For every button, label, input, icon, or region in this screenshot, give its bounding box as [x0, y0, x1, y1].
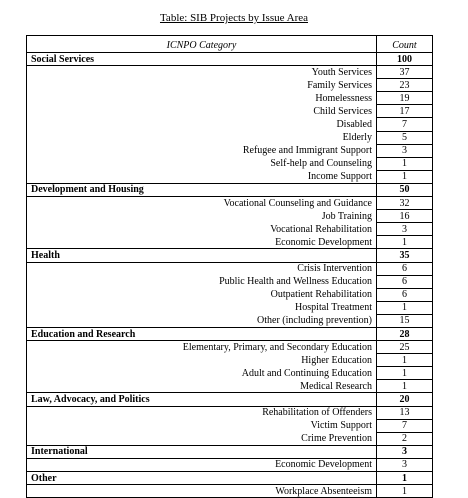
group-name: Social Services — [27, 53, 377, 66]
group-name: International — [27, 445, 377, 458]
item-count: 6 — [377, 288, 433, 301]
item-name: Outpatient Rehabilitation — [27, 288, 377, 301]
item-name: Job Training — [27, 210, 377, 223]
group-row — [27, 249, 433, 262]
group-count: 50 — [377, 183, 433, 196]
item-name: Economic Development — [27, 236, 377, 249]
group-name: Development and Housing — [27, 183, 377, 196]
sib-projects-table — [26, 35, 433, 498]
group-count: 1 — [377, 472, 433, 485]
item-count: 7 — [377, 419, 433, 432]
group-count: 20 — [377, 393, 433, 406]
table-body — [27, 53, 433, 498]
group-row — [27, 393, 433, 406]
item-count: 1 — [377, 236, 433, 249]
item-count: 23 — [377, 79, 433, 92]
item-count: 1 — [377, 367, 433, 380]
item-count: 5 — [377, 131, 433, 144]
item-row — [27, 275, 433, 288]
table-title — [0, 12, 468, 25]
item-count: 17 — [377, 105, 433, 118]
item-count: 1 — [377, 380, 433, 393]
item-row — [27, 236, 433, 249]
item-row — [27, 210, 433, 223]
item-name: Other (including prevention) — [27, 314, 377, 327]
item-count: 32 — [377, 197, 433, 210]
item-row — [27, 380, 433, 393]
item-row — [27, 118, 433, 131]
item-count: 1 — [377, 157, 433, 170]
item-row — [27, 131, 433, 144]
item-name: Youth Services — [27, 66, 377, 79]
item-row — [27, 223, 433, 236]
item-row — [27, 341, 433, 354]
item-count: 15 — [377, 314, 433, 327]
group-count: 28 — [377, 327, 433, 340]
item-count: 25 — [377, 341, 433, 354]
group-row — [27, 445, 433, 458]
item-count: 19 — [377, 92, 433, 105]
group-name: Other — [27, 472, 377, 485]
group-count: 100 — [377, 53, 433, 66]
item-name: Elementary, Primary, and Secondary Education — [27, 341, 377, 354]
item-name: Self-help and Counseling — [27, 157, 377, 170]
group-row — [27, 183, 433, 196]
item-name: Disabled — [27, 118, 377, 131]
item-name: Victim Support — [27, 419, 377, 432]
item-count: 16 — [377, 210, 433, 223]
item-name: Workplace Absenteeism — [27, 485, 377, 498]
item-name: Crisis Intervention — [27, 262, 377, 275]
group-count: 35 — [377, 249, 433, 262]
group-count: 3 — [377, 445, 433, 458]
item-row — [27, 79, 433, 92]
header-count: Count — [377, 36, 433, 53]
item-row — [27, 354, 433, 367]
item-row — [27, 262, 433, 275]
item-count: 3 — [377, 144, 433, 157]
item-count: 1 — [377, 301, 433, 314]
item-row — [27, 197, 433, 210]
group-name: Law, Advocacy, and Politics — [27, 393, 377, 406]
header-category: ICNPO Category — [27, 36, 377, 53]
item-count: 13 — [377, 406, 433, 419]
item-row — [27, 432, 433, 445]
item-count: 6 — [377, 275, 433, 288]
table-title-text: Table: SIB Projects by Issue Area — [159, 12, 308, 24]
item-row — [27, 92, 433, 105]
item-count: 37 — [377, 66, 433, 79]
item-name: Elderly — [27, 131, 377, 144]
item-count: 1 — [377, 485, 433, 498]
item-count: 3 — [377, 223, 433, 236]
header-row — [27, 36, 433, 53]
item-row — [27, 288, 433, 301]
item-name: Public Health and Wellness Education — [27, 275, 377, 288]
item-name: Homelessness — [27, 92, 377, 105]
item-count: 2 — [377, 432, 433, 445]
item-row — [27, 170, 433, 183]
item-name: Rehabilitation of Offenders — [27, 406, 377, 419]
item-name: Child Services — [27, 105, 377, 118]
item-row — [27, 314, 433, 327]
item-count: 7 — [377, 118, 433, 131]
item-row — [27, 105, 433, 118]
item-row — [27, 157, 433, 170]
group-name: Education and Research — [27, 327, 377, 340]
item-name: Vocational Counseling and Guidance — [27, 197, 377, 210]
item-count: 1 — [377, 354, 433, 367]
item-name: Higher Education — [27, 354, 377, 367]
item-name: Vocational Rehabilitation — [27, 223, 377, 236]
item-count: 1 — [377, 170, 433, 183]
item-row — [27, 301, 433, 314]
item-name: Medical Research — [27, 380, 377, 393]
item-name: Refugee and Immigrant Support — [27, 144, 377, 157]
item-row — [27, 458, 433, 471]
item-row — [27, 419, 433, 432]
item-row — [27, 406, 433, 419]
item-count: 3 — [377, 458, 433, 471]
item-name: Economic Development — [27, 458, 377, 471]
item-row — [27, 367, 433, 380]
item-row — [27, 144, 433, 157]
item-count: 6 — [377, 262, 433, 275]
item-row — [27, 485, 433, 498]
item-name: Crime Prevention — [27, 432, 377, 445]
group-row — [27, 327, 433, 340]
item-name: Income Support — [27, 170, 377, 183]
group-row — [27, 472, 433, 485]
item-name: Family Services — [27, 79, 377, 92]
group-row — [27, 53, 433, 66]
item-name: Hospital Treatment — [27, 301, 377, 314]
item-row — [27, 66, 433, 79]
group-name: Health — [27, 249, 377, 262]
item-name: Adult and Continuing Education — [27, 367, 377, 380]
